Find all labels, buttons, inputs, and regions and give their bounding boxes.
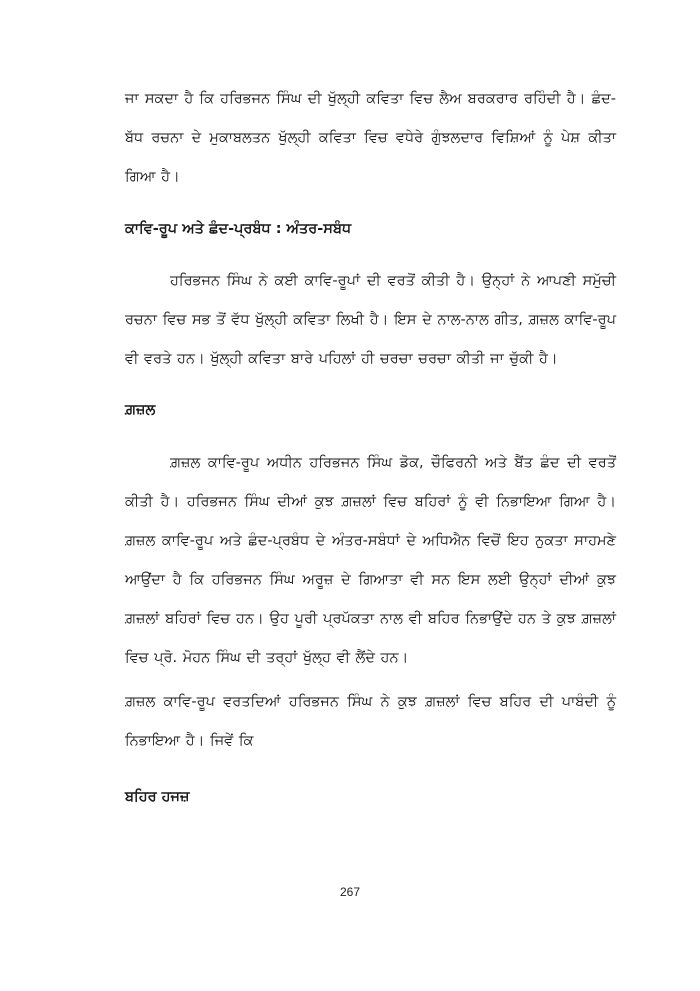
section-heading-kav-roop-chhand: ਕਾਵਿ-ਰੂਪ ਅਤੇ ਛੰਦ-ਪ੍ਰਬੰਧ : ਅੰਤਰ-ਸਬੰਧ <box>125 221 352 237</box>
paragraph-kav-roop: ਹਰਿਭਜਨ ਸਿੰਘ ਨੇ ਕਈ ਕਾਵਿ-ਰੂਪਾਂ ਦੀ ਵਰਤੋਂ ਕੀਤੀ ਹੈ। ਉਨ੍ਹਾਂ ਨੇ ਆਪਣੀ ਸਮੁੱਚੀ ਰਚਨਾ ਵਿਚ ਸਭ ਤੋਂ ਵੱਧ ਖੁੱਲ੍ਹੀ ਕਵਿਤਾ ਲਿਖੀ ਹੈ। ਇਸ ਦੇ ਨਾਲ-ਨਾਲ ਗੀਤ, ਗ਼ਜ਼ਲ ਕਾਵਿ-ਰੂਪ ਵੀ ਵਰਤੇ ਹਨ। ਖੁੱਲ੍ਹੀ ਕਵਿਤਾ ਬਾਰੇ ਪਹਿਲਾਂ ਹੀ ਚਰਚਾ ਚਰਚਾ ਕੀਤੀ ਜਾ ਚੁੱਕੀ ਹੈ। <box>125 273 616 367</box>
section-heading-ghazal: ਗ਼ਜ਼ਲ <box>125 402 156 418</box>
paragraph-ghazal-1: ਗ਼ਜ਼ਲ ਕਾਵਿ-ਰੂਪ ਅਧੀਨ ਹਰਿਭਜਨ ਸਿੰਘ ਡੋਕ, ਚੌਫਿਰਨੀ ਅਤੇ ਬੈਂਤ ਛੰਦ ਦੀ ਵਰਤੋਂ ਕੀਤੀ ਹੈ। ਹਰਿਭਜਨ ਸਿੰਘ ਦੀਆਂ ਕੁਝ ਗ਼ਜ਼ਲਾਂ ਵਿਚ ਬਹਿਰਾਂ ਨੂੰ ਵੀ ਨਿਭਾਇਆ ਗਿਆ ਹੈ। ਗ਼ਜ਼ਲ ਕਾਵਿ-ਰੂਪ ਅਤੇ ਛੰਦ-ਪ੍ਰਬੰਧ ਦੇ ਅੰਤਰ-ਸਬੰਧਾਂ ਦੇ ਅਧਿਐਨ ਵਿਚੋਂ ਇਹ ਨੁਕਤਾ ਸਾਹਮਣੇ ਆਉਂਦਾ ਹੈ ਕਿ ਹਰਿਭਜਨ ਸਿੰਘ ਅਰੂਜ਼ ਦੇ ਗਿਆਤਾ ਵੀ ਸਨ ਇਸ ਲਈ ਉਨ੍ਹਾਂ ਦੀਆਂ ਕੁਝ ਗ਼ਜ਼ਲਾਂ ਬਹਿਰਾਂ ਵਿਚ ਹਨ। ਉਹ ਪੂਰੀ ਪ੍ਰਪੱਕਤਾ ਨਾਲ ਵੀ ਬਹਿਰ ਨਿਭਾਉਂਦੇ ਹਨ ਤੇ ਕੁਝ ਗ਼ਜ਼ਲਾਂ ਵਿਚ ਪ੍ਰੋ. ਮੋਹਨ ਸਿੰਘ ਦੀ ਤਰ੍ਹਾਂ ਖੁੱਲ੍ਹ ਵੀ ਲੈਂਦੇ ਹਨ। <box>125 455 616 666</box>
paragraph-ghazal-2: ਗ਼ਜ਼ਲ ਕਾਵਿ-ਰੂਪ ਵਰਤਦਿਆਂ ਹਰਿਭਜਨ ਸਿੰਘ ਨੇ ਕੁਝ ਗ਼ਜ਼ਲਾਂ ਵਿਚ ਬਹਿਰ ਦੀ ਪਾਬੰਦੀ ਨੂੰ ਨਿਭਾਇਆ ਹੈ। ਜਿਵੇਂ ਕਿ <box>125 694 616 749</box>
paragraph-intro-continuation: ਜਾ ਸਕਦਾ ਹੈ ਕਿ ਹਰਿਭਜਨ ਸਿੰਘ ਦੀ ਖੁੱਲ੍ਹੀ ਕਵਿਤਾ ਵਿਚ ਲੈਅ ਬਰਕਰਾਰ ਰਹਿੰਦੀ ਹੈ। ਛੰਦ-ਬੱਧ ਰਚਨਾ ਦੇ ਮੁਕਾਬਲਤਨ ਖੁੱਲ੍ਹੀ ਕਵਿਤਾ ਵਿਚ ਵਧੇਰੇ ਗੁੰਝਲਦਾਰ ਵਿਸ਼ਿਆਂ ਨੂੰ ਪੇਸ਼ ਕੀਤਾ ਗਿਆ ਹੈ। <box>125 91 616 185</box>
document-page-body <box>125 80 616 809</box>
page-number: 267 <box>339 885 361 899</box>
section-heading-bahir-hajaz: ਬਹਿਰ ਹਜਜ਼ <box>125 789 190 805</box>
